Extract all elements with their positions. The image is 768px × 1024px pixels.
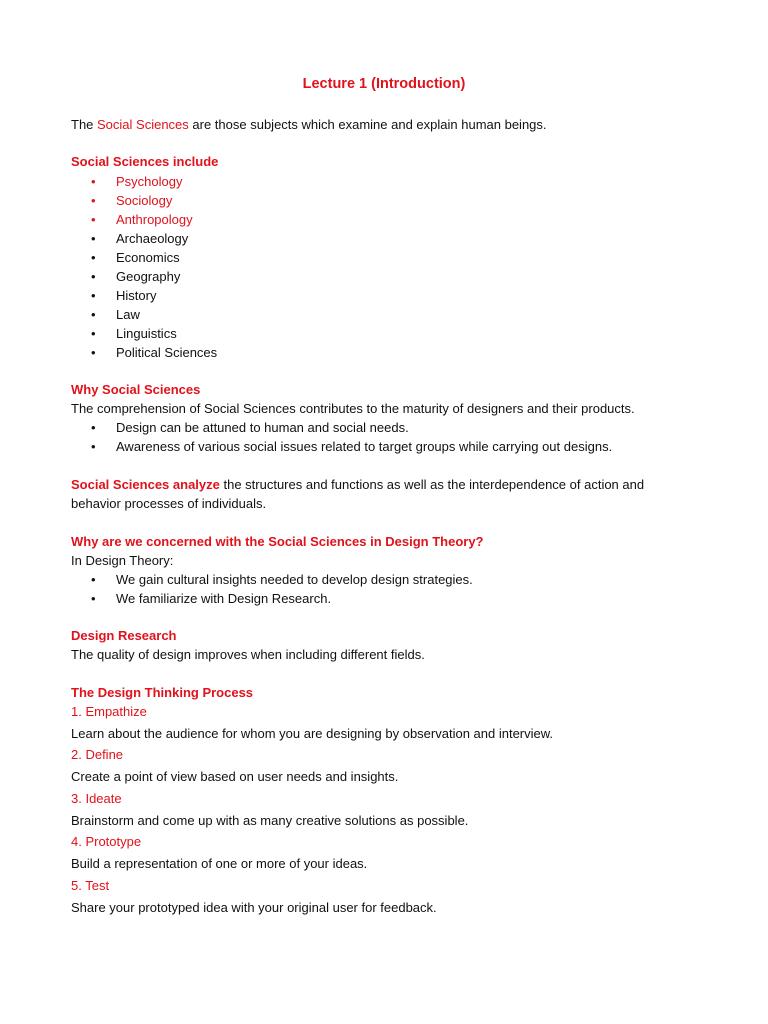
include-list (71, 172, 711, 362)
step-text-test: Share your prototyped idea with your original user for feedback. (71, 900, 437, 915)
research-heading: Design Research (71, 628, 177, 643)
list-item: • Linguistics (91, 326, 177, 341)
step-label-empathize: 1. Empathize (71, 704, 147, 719)
analyze-term: Social Sciences analyze (71, 477, 220, 492)
analyze-paragraph-line1: Social Sciences analyze the structures and functions as well as the interdependence of action and (71, 477, 645, 492)
process-heading: The Design Thinking Process (71, 685, 254, 700)
intro-term: Social Sciences (97, 117, 189, 132)
list-item: • Anthropology (91, 212, 193, 227)
step-label-ideate: 3. Ideate (71, 791, 122, 806)
list-item: • Political Sciences (91, 345, 218, 360)
why-list (71, 418, 711, 456)
list-item: • Sociology (91, 193, 173, 208)
why-text: The comprehension of Social Sciences contributes to the maturity of designers and their products. (71, 401, 635, 416)
step-label-define: 2. Define (71, 747, 124, 762)
list-item: • Design can be attuned to human and social needs. (91, 420, 409, 435)
step-text-ideate: Brainstorm and come up with as many creative solutions as possible. (71, 813, 469, 828)
step-text-define: Create a point of view based on user needs and insights. (71, 769, 399, 784)
intro-paragraph (71, 115, 547, 134)
page-title: Lecture 1 (Introduction) (302, 76, 466, 92)
list-item: • We familiarize with Design Research. (91, 591, 332, 606)
step-label-test: 5. Test (71, 878, 110, 893)
step-text-prototype: Build a representation of one or more of your ideas. (71, 856, 368, 871)
why-heading: Why Social Sciences (71, 382, 201, 397)
intro-pre: The (71, 117, 98, 132)
step-text-empathize: Learn about the audience for whom you are designing by observation and interview. (71, 726, 554, 741)
list-item: • We gain cultural insights needed to develop design strategies. (91, 572, 473, 587)
list-item: • Awareness of various social issues related to target groups while carrying out designs. (91, 439, 613, 454)
list-item: • History (91, 288, 157, 303)
concern-text: In Design Theory: (71, 553, 174, 568)
analyze-paragraph-line2: behavior processes of individuals. (71, 496, 267, 511)
list-item: • Geography (91, 269, 181, 284)
include-heading: Social Sciences include (71, 154, 219, 169)
research-text: The quality of design improves when including different fields. (71, 647, 425, 662)
list-item: • Law (91, 307, 140, 322)
list-item: • Psychology (91, 174, 183, 189)
step-label-prototype: 4. Prototype (71, 834, 142, 849)
list-item: • Archaeology (91, 231, 189, 246)
intro-post: are those subjects which examine and explain human beings. (188, 117, 547, 132)
list-item: • Economics (91, 250, 180, 265)
concern-list (71, 570, 711, 608)
concern-heading: Why are we concerned with the Social Sciences in Design Theory? (71, 534, 484, 549)
